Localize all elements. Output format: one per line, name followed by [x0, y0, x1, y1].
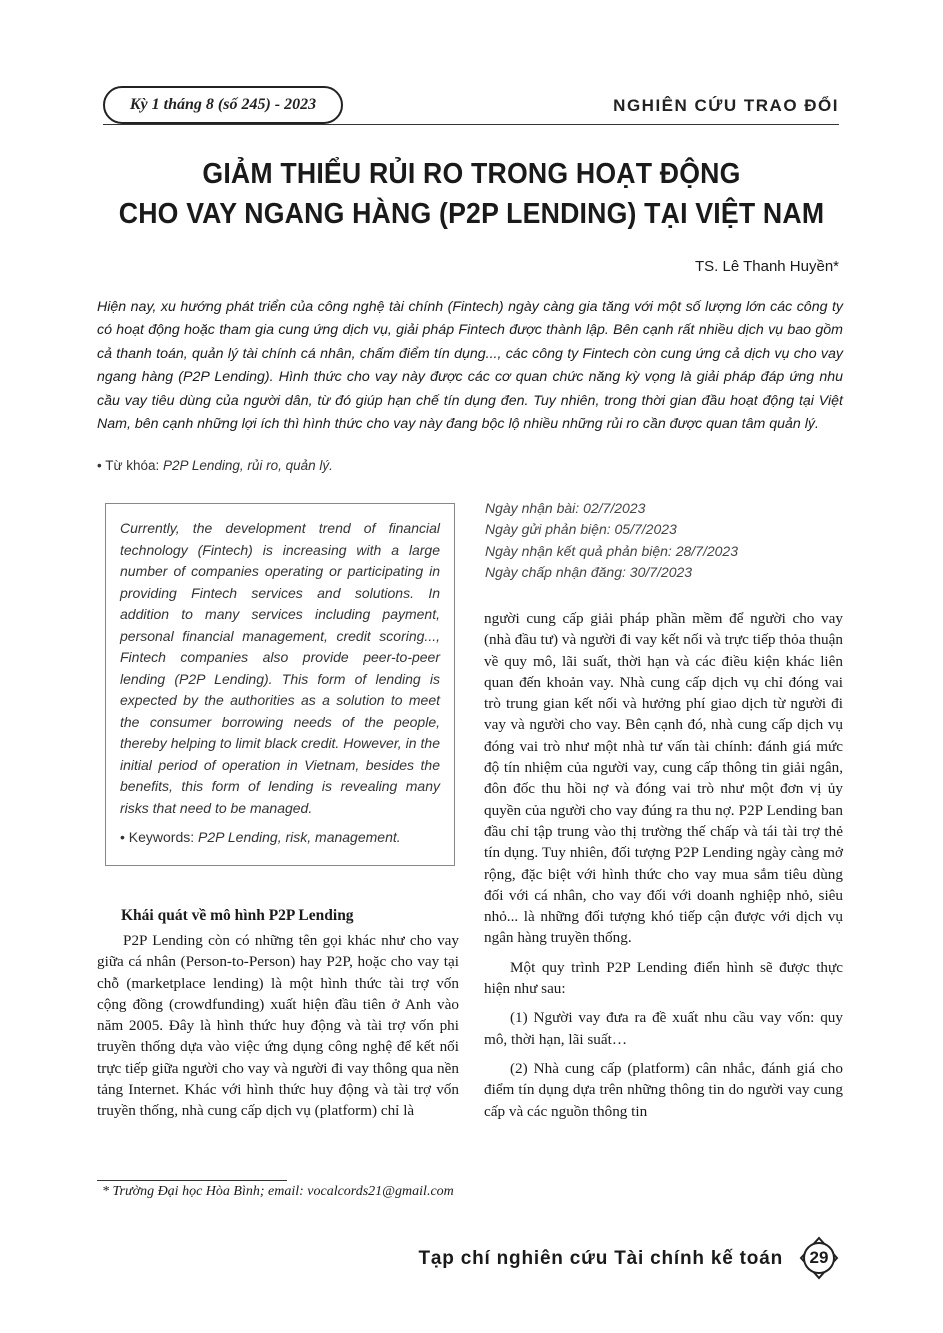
date-sent-review: Ngày gửi phản biện: 05/7/2023 [485, 521, 677, 538]
keywords-en-label: • Keywords: [120, 829, 199, 845]
footnote: * Trường Đại học Hòa Bình; email: vocalcords21@gmail.com [102, 1184, 454, 1199]
journal-name: Tạp chí nghiên cứu Tài chính kế toán [418, 1248, 783, 1269]
body-column-left [97, 905, 459, 1122]
date-review-result: Ngày nhận kết quả phản biện: 28/7/2023 [485, 542, 738, 559]
issue-label: Kỳ 1 tháng 8 (số 245) - 2023 [129, 96, 317, 113]
issue-badge [103, 86, 343, 124]
keywords-english [120, 827, 440, 848]
article-title-line-1: GIẢM THIỂU RỦI RO TRONG HOẠT ĐỘNG [202, 158, 741, 190]
body-paragraph: (2) Nhà cung cấp (platform) cân nhắc, đánh giá cho điểm tín dụng dựa trên những thông tin do người vay cung cấp và các nguồn thông tin [484, 1059, 843, 1120]
abstract-vietnamese: Hiện nay, xu hướng phát triển của công nghệ tài chính (Fintech) ngày càng gia tăng với một số lượng lớn các công ty có hoạt động hoặc tham gia cung ứng dịch vụ, giải pháp Fintech được thành lập. Bên cạnh rất nhiều dịch vụ bao gồm cả thanh toán, quản lý tài chính cá nhân, chấm điểm tín dụng..., các công ty Fintech còn cung ứng cả dịch vụ cho vay ngang hàng (P2P Lending). Hình thức cho vay này được các cơ quan chức năng kỳ vọng là giải pháp đáp ứng nhu cầu vay tiêu dùng của người dân, từ đó giúp hạn chế tín dụng đen. Tuy nhiên, trong thời gian đầu hoạt động tại Việt Nam, bên cạnh những lợi ích thì hình thức cho vay này đang bộc lộ nhiều những rủi ro cần được quan tâm quản lý. [97, 299, 843, 433]
abstract-english-box [105, 503, 455, 866]
article-title [93, 154, 850, 234]
body-paragraph: P2P Lending còn có những tên gọi khác như cho vay giữa cá nhân (Person-to-Person) hay P2P, hoặc cho vay tại chỗ (marketplace lending) là một hình thức tài trợ vốn cộng đồng (crowdfunding) xuất hiện đầu tiên ở Anh vào năm 2005. Đây là hình thức huy động và tài trợ vốn phi truyền thống dựa vào việc ứng dụng công nghệ để kết nối trực tiếp giữa người cho vay và người đi vay thông qua nền tảng Internet. Khác với hình thức huy động và tài trợ vốn truyền thống, nhà cung cấp dịch vụ (platform) chỉ là [97, 932, 459, 1120]
keywords-en-terms: P2P Lending, risk, management. [198, 829, 401, 845]
keywords-vietnamese [97, 458, 333, 473]
keywords-vi-label: • Từ khóa: [97, 458, 164, 473]
body-paragraph: người cung cấp giải pháp phần mềm để người cho vay (nhà đầu tư) và người đi vay kết nối và trực tiếp thỏa thuận về quy mô, lãi suất, thời hạn và các điều kiện khác liên quan đến khoản vay. Nhà cung cấp dịch vụ chỉ đóng vai trò trung gian kết nối và hưởng phí giao dịch từ người đi vay và người cho vay. Bên cạnh đó, nhà cung cấp dịch vụ đóng vai trò như một nhà tư vấn tài chính: đánh giá mức độ tín nhiệm của người vay, cung cấp thông tin giải ngân, đôn đốc thu hồi nợ và đóng vai trò như một đơn vị ủy quyền của người cho vay đúng ra thu nợ. P2P Lending ban đầu chỉ tập trung vào thị trường thế chấp và tái tài trợ thẻ tín dụng. Tuy nhiên, đối tượng P2P Lending ngày càng mở rộng, đặc biệt với hình thức cho vay mua sắm tiêu dùng đối với cá nhân, cho vay đối với doanh nghiệp nhỏ, siêu nhỏ... là những đối tượng khó tiếp cận được với dịch vụ ngân hàng truyền thống. [484, 610, 843, 947]
page-number-badge [797, 1236, 841, 1280]
body-column-right [484, 608, 843, 1122]
submission-dates [485, 498, 738, 583]
date-received: Ngày nhận bài: 02/7/2023 [485, 500, 646, 516]
section-label: NGHIÊN CỨU TRAO ĐỔI [613, 96, 839, 115]
body-paragraph: Một quy trình P2P Lending điển hình sẽ được thực hiện như sau: [484, 958, 843, 998]
body-paragraph: (1) Người vay đưa ra đề xuất nhu cầu vay vốn: quy mô, thời hạn, lãi suất… [484, 1009, 843, 1048]
section-heading: Khái quát về mô hình P2P Lending [121, 907, 354, 924]
footnote-rule [97, 1180, 287, 1181]
header-rule [103, 124, 839, 125]
abstract-english: Currently, the development trend of financial technology (Fintech) is increasing with a large number of companies operating or participating in providing Fintech services and solutions. In addition to many services including payment, personal financial management, credit scoring..., Fintech companies also provide peer-to-peer lending (P2P Lending). This form of lending is expected by the authorities as a solution to meet the consumer borrowing needs of the people, thereby helping to limit black credit. However, in the initial period of operation in Vietnam, besides the benefits, this form of lending is revealing many risks that need to be managed. [120, 520, 440, 816]
page-number: 29 [809, 1248, 829, 1267]
keywords-vi-terms: P2P Lending, rủi ro, quản lý. [163, 458, 333, 473]
author: TS. Lê Thanh Huyền* [695, 258, 839, 275]
date-accepted: Ngày chấp nhận đăng: 30/7/2023 [485, 563, 693, 580]
article-title-line-2: CHO VAY NGANG HÀNG (P2P LENDING) TẠI VIỆT NAM [118, 198, 825, 230]
